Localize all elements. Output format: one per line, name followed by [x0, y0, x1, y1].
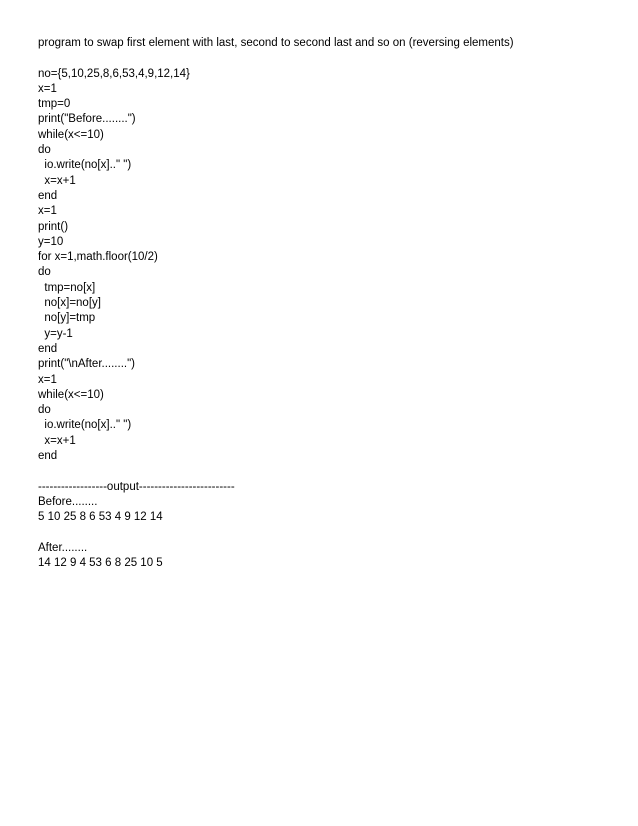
output-block: [38, 480, 608, 572]
document-body: [38, 36, 608, 571]
code-line: do: [38, 266, 51, 279]
code-line: io.write(no[x].." "): [38, 419, 132, 432]
code-line: x=1: [38, 205, 57, 218]
code-line: y=10: [38, 235, 64, 248]
code-line: no[x]=no[y]: [38, 297, 101, 310]
code-line: io.write(no[x].." "): [38, 159, 132, 172]
output-before-values: 5 10 25 8 6 53 4 9 12 14: [38, 511, 163, 524]
code-line: print(): [38, 220, 69, 233]
code-line: x=1: [38, 373, 57, 386]
code-line: x=x+1: [38, 174, 76, 187]
output-after-values: 14 12 9 4 53 6 8 25 10 5: [38, 557, 163, 570]
code-line: while(x<=10): [38, 388, 104, 401]
code-line: end: [38, 342, 58, 355]
code-line: do: [38, 144, 51, 157]
code-line: x=x+1: [38, 434, 76, 447]
code-line: tmp=0: [38, 98, 71, 111]
code-line: no[y]=tmp: [38, 312, 96, 325]
spacer: [38, 526, 608, 541]
code-line: do: [38, 404, 51, 417]
code-line: no={5,10,25,8,6,53,4,9,12,14}: [38, 67, 190, 80]
code-line: while(x<=10): [38, 128, 104, 141]
spacer: [38, 51, 608, 66]
code-line: for x=1,math.floor(10/2): [38, 251, 158, 264]
code-line: end: [38, 189, 58, 202]
code-line: print("Before........"): [38, 113, 136, 126]
code-line: y=y-1: [38, 327, 73, 340]
code-line: x=1: [38, 82, 57, 95]
spacer: [38, 464, 608, 479]
code-line: tmp=no[x]: [38, 281, 96, 294]
code-block: [38, 67, 608, 465]
code-line: print("\nAfter........"): [38, 358, 135, 371]
code-line: end: [38, 450, 58, 463]
document-title: program to swap first element with last, second to second last and so on (reversing elements): [38, 37, 514, 49]
output-divider: ------------------output-------------------------: [38, 480, 235, 493]
output-after-label: After........: [38, 541, 88, 554]
output-before-label: Before........: [38, 495, 98, 508]
